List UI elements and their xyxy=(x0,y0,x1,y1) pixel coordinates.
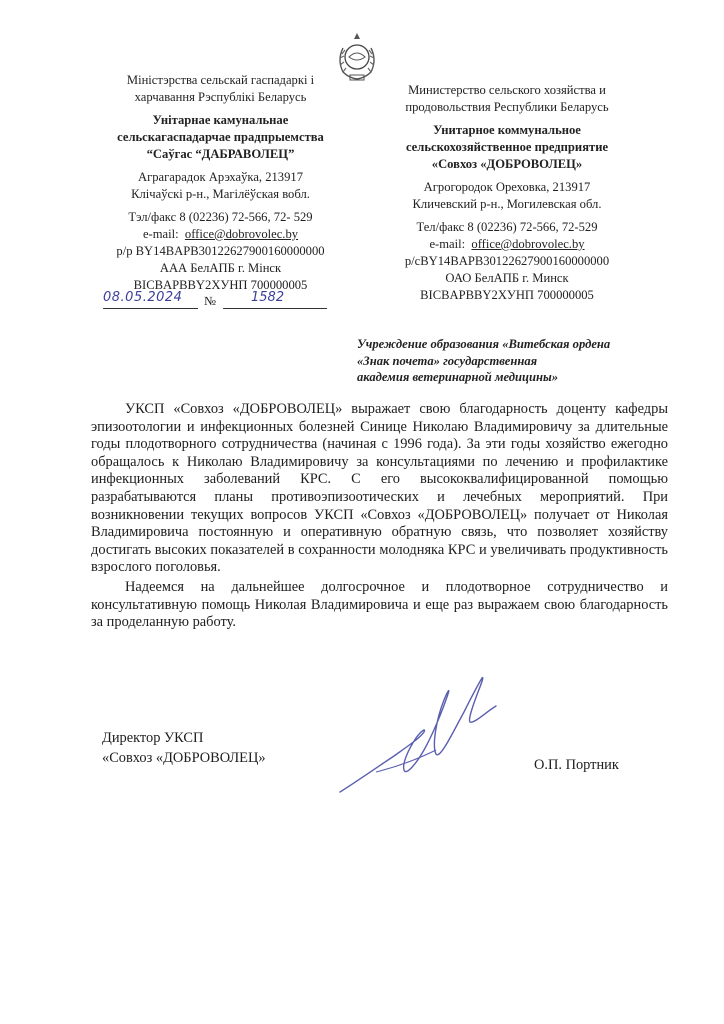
right-ministry-line2: продовольствия Республики Беларусь xyxy=(405,100,609,114)
handwritten-signature-icon xyxy=(336,672,516,812)
outgoing-registration xyxy=(103,290,328,314)
right-org-line2: сельскохозяйственное предприятие xyxy=(405,140,609,154)
addressee-block xyxy=(357,336,687,386)
right-email-label: e-mail: xyxy=(429,237,466,251)
right-org-line3: «Совхоз «ДОБРОВОЛЕЦ» xyxy=(431,157,583,171)
right-address-line2: Кличевский р-н., Могилевская обл. xyxy=(412,197,602,211)
left-ministry-line2: харчавання Рэспублікі Беларусь xyxy=(134,90,307,104)
signatory-name: О.П. Портник xyxy=(534,757,619,773)
body-paragraph-2: Надеемся на дальнейшее долгосрочное и плодотворное сотрудничество и консультативную помощь Николая Владимировича и еще раз выражаем свою благодарность за проделанную работу. xyxy=(91,578,668,631)
outgoing-number: 1582 xyxy=(251,290,285,305)
left-email-link[interactable]: office@dobrovolec.by xyxy=(184,227,299,241)
addressee-line1: Учреждение образования «Витебская ордена xyxy=(357,337,611,351)
right-org-line1: Унитарное коммунальное xyxy=(433,123,581,137)
left-header-block xyxy=(88,72,353,294)
letter-body xyxy=(91,401,668,632)
signatory-position-line2: «Совхоз «ДОБРОВОЛЕЦ» xyxy=(102,750,266,766)
left-address-line2: Клічаўскі р-н., Магілёўская вобл. xyxy=(131,187,310,201)
right-phone: Тел/факс 8 (02236) 72-566, 72-529 xyxy=(416,220,598,234)
left-email-line xyxy=(88,226,353,243)
right-email-link[interactable]: office@dobrovolec.by xyxy=(471,237,585,251)
addressee-line2: «Знак почета» государственная xyxy=(357,353,538,368)
left-ministry-line1: Міністэрства сельскай гаспадаркі і xyxy=(126,73,315,87)
signatory-position xyxy=(102,728,266,768)
left-bic: BICBAPBBY2XУНП 700000005 xyxy=(133,278,308,292)
left-address-line1: Аграгарадок Арэхаўка, 213917 xyxy=(138,170,303,184)
outgoing-date: 08.05.2024 xyxy=(103,290,183,305)
right-ministry-line1: Министерство сельского хозяйства и xyxy=(408,83,606,97)
left-account: р/р BY14BAPB30122627900160000000 xyxy=(116,244,325,258)
addressee-line3: академия ветеринарной медицины» xyxy=(357,370,559,384)
right-bic: BICBAPBBY2XУНП 700000005 xyxy=(420,288,594,302)
left-org-line3: “Саўгас “ДАБРАВОЛЕЦ” xyxy=(146,147,295,161)
right-email-line xyxy=(372,236,642,253)
left-phone: Тэл/факс 8 (02236) 72-566, 72- 529 xyxy=(128,210,313,224)
left-org-line2: сельскагаспадарчае прадпрыемства xyxy=(117,130,324,144)
right-account: р/сBY14BAPB30122627900160000000 xyxy=(404,254,610,268)
left-org-line1: Унітарнае камунальнае xyxy=(152,113,289,127)
number-sign: № xyxy=(204,294,217,308)
left-email-label: e-mail: xyxy=(142,227,179,241)
left-bank: ААА БелАПБ г. Мінск xyxy=(159,261,282,275)
body-paragraph-1: УКСП «Совхоз «ДОБРОВОЛЕЦ» выражает свою благодарность доценту кафедры эпизоотологии и инфекционных болезней Синице Николаю Владимировичу за длительные годы плодотворного сотрудничества (начиная с 1996 года). За эти годы хозяйство ежегодно обращалось к Николаю Владимировичу за консультациями по лечению и профилактике инфекционных заболеваний КРС. С его высококвалифицированной помощью разрабатываются планы противоэпизоотических и лечебных мероприятий. При возникновении текущих вопросов УКСП «Совхоз «ДОБРОВОЛЕЦ» получает от Николая Владимировича постоянную и оперативную обратную связь, что позволяет хозяйству достигать высоких показателей в сохранности молодняка КРС и увеличивать продуктивность взрослого поголовья. xyxy=(91,401,668,576)
right-header-block xyxy=(372,82,642,304)
right-address-line1: Агрогородок Ореховка, 213917 xyxy=(423,180,591,194)
signatory-position-line1: Директор УКСП xyxy=(102,730,204,746)
right-bank: ОАО БелАПБ г. Минск xyxy=(445,271,569,285)
